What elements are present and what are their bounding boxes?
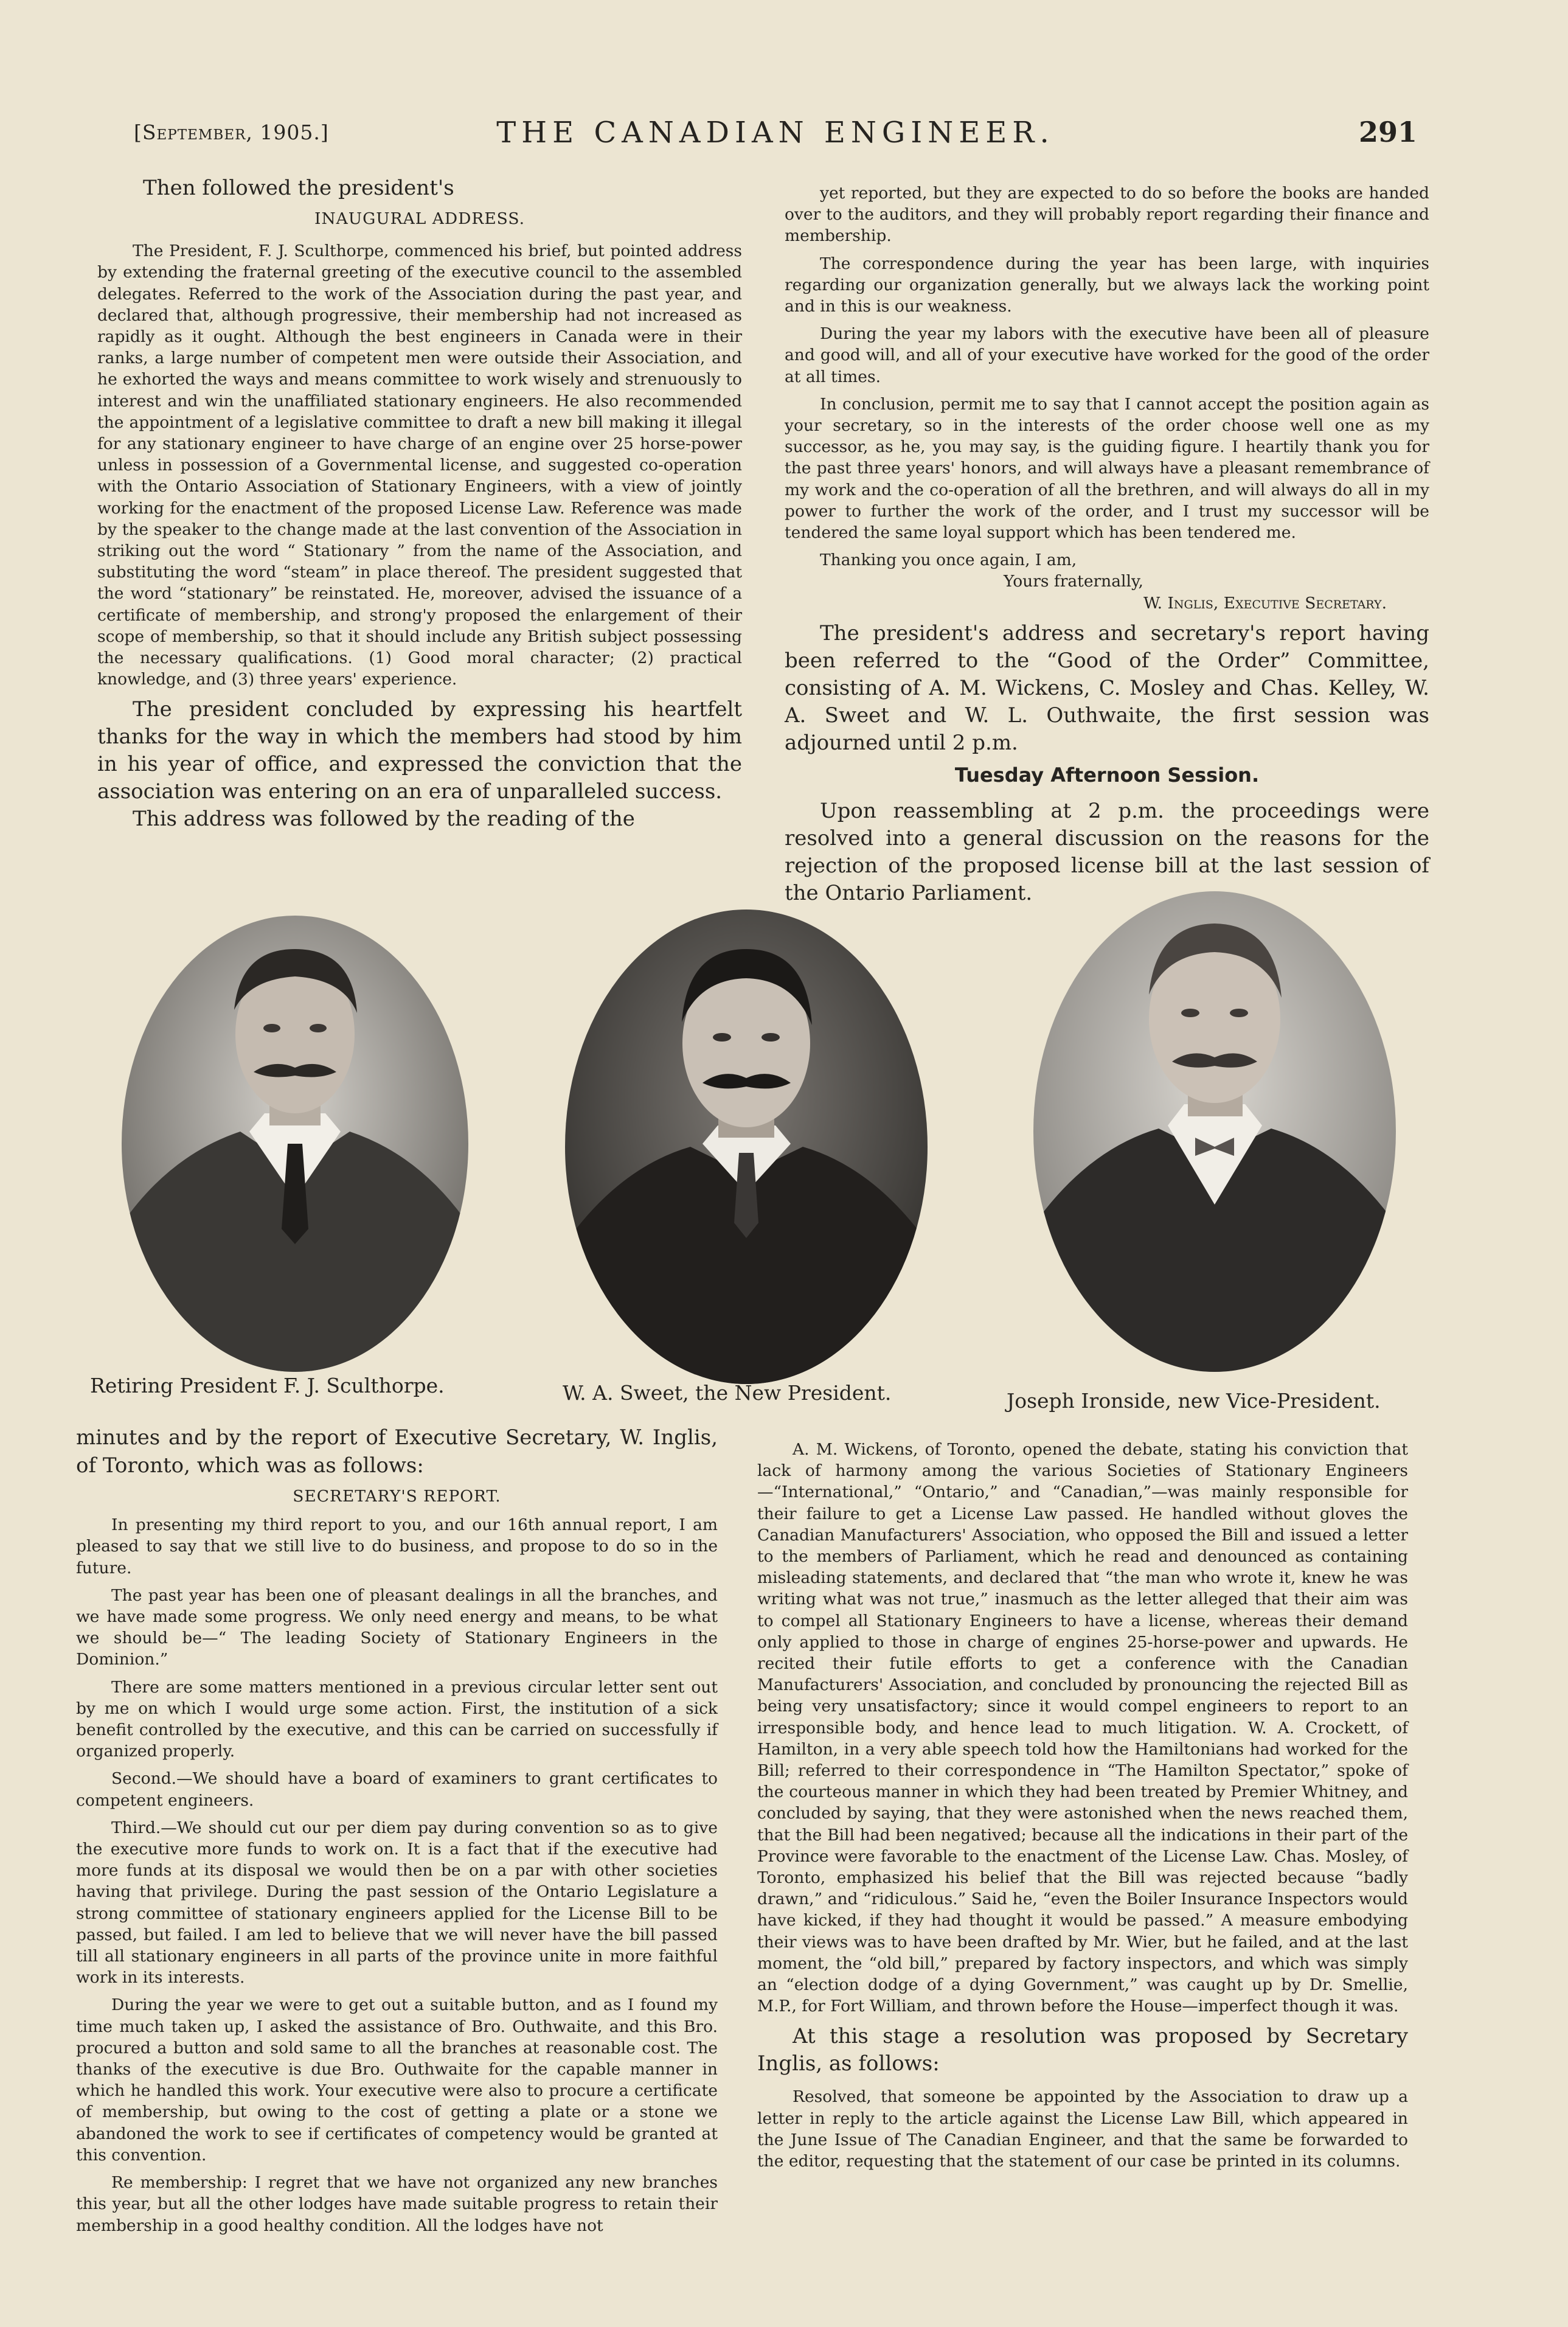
- paragraph: In presenting my third report to you, and our 16th annual report, I am pleased to say that we still live to do business, and propose to do so in the future.: [76, 1515, 718, 1577]
- paragraph: Second.—We should have a board of examiners to grant certificates to competent engineers.: [76, 1769, 718, 1810]
- signature-line: Yours fraternally,: [1004, 572, 1143, 591]
- caption-sweet: W. A. Sweet, the New President.: [563, 1381, 892, 1405]
- page-number: 291: [1358, 116, 1417, 148]
- paragraph: The president concluded by expressing his heartfelt thanks for the way in which the members had stood by him in his year of office, and expressed the conviction that the association was entering on an era of unparalleled success.: [97, 697, 742, 804]
- large-type-block: [757, 2023, 1408, 2078]
- portrait-ironside: [1031, 888, 1399, 1375]
- right-top-column: [785, 183, 1429, 907]
- signature-name: W. Inglis, Executive Secretary.: [1143, 593, 1387, 613]
- paragraph: Re membership: I regret that we have not organized any new branches this year, but all the other lodges have made suitable progress to retain their membership in a good healthy condition. All the lodges have not: [76, 2173, 718, 2235]
- paragraph: Third.—We should cut our per diem pay during convention so as to give the executive more funds to work on. It is a fact that if the executive had more funds at its disposal we would then be on a par with other societies having that privilege. During the past session of the Ontario Legislature a strong committee of stationary engineers applied for the License Bill to be passed, but failed. I am led to believe that we will never have the bill passed till all stationary engineers in all parts of the province unite in more faithful work in its interests.: [76, 1818, 718, 1988]
- paragraph: At this stage a resolution was proposed by Secretary Inglis, as follows:: [757, 2024, 1408, 2076]
- paragraph: During the year we were to get out a suitable button, and as I found my time much taken up, I asked the assistance of Bro. Outhwaite, and this Bro. procured a button and sold same to all the branches at reasonable cost. The thanks of the executive is due Bro. Outhwaite for the capable manner in which he handled this work. Your executive were also to procure a certificate of membership, but owing to the cost of getting a plate or a stone we abandoned the work to see if certificates of competency would be granted at this convention.: [76, 1995, 718, 2165]
- paragraph: yet reported, but they are expected to do so before the books are handed over to the auditors, and they will probably report regarding their finance and membership.: [785, 184, 1429, 246]
- secretary-report-heading: SECRETARY'S REPORT.: [293, 1487, 501, 1506]
- afternoon-session-heading: Tuesday Afternoon Session.: [954, 763, 1260, 787]
- left-top-column: [97, 174, 742, 833]
- portrait-sweet: [563, 906, 931, 1387]
- paragraph: Thanking you once again, I am,: [820, 551, 1077, 570]
- journal-title: THE CANADIAN ENGINEER.: [496, 116, 1055, 150]
- caption-ironside: Joseph Ironside, new Vice-President.: [1007, 1389, 1381, 1413]
- portrait-row: [90, 888, 1435, 1424]
- paragraph: The President, F. J. Sculthorpe, commenced his brief, but pointed address by extending the fraternal greeting of the executive council to the assembled delegates. Referred to the work of the Association during the past year, and declared that, although progressive, their membership had not increased as rapidly as it ought. Although the best engineers in Canada were in their ranks, a large number of competent men were outside their Association, and he exhorted the ways and means committee to work wisely and strenuously to interest and win the unaffiliated stationary engineers. He also recommended the appointment of a legislative committee to draft a new bill making it illegal for any stationary engineer to have charge of an engine over 25 horse-power unless in possession of a Governmental license, and suggested co-operation with the Ontario Association of Stationary Engineers, with a view of jointly working for the enactment of the proposed License Law. Reference was made by the speaker to the change made at the last convention of the Association in striking out the word “ Stationary ” from the name of the Association, and substituting the word “steam” in place thereof. The president suggested that the word “stationary” be reinstated. He, moreover, advised the issuance of a certificate of membership, and strong'y proposed the enlargement of their scope of membership, so that it should include any British subject possessing the necessary qualifications. (1) Good moral character; (2) practical knowledge, and (3) three years' experience.: [97, 242, 742, 689]
- paragraph: Upon reassembling at 2 p.m. the proceedings were resolved into a general discussion on the reasons for the rejection of the proposed license bill at the last session of the Ontario Parliament.: [785, 798, 1429, 905]
- issue-date: [September, 1905.]: [134, 120, 329, 144]
- running-head: [134, 116, 1417, 158]
- paragraph: The past year has been one of pleasant dealings in all the branches, and we have made some progress. We only need energy and means, to be what we should be—“ The leading Society of Stationary Engineers in the Dominion.”: [76, 1585, 718, 1669]
- caption-sculthorpe: Retiring President F. J. Sculthorpe.: [90, 1374, 445, 1397]
- paragraph: A. M. Wickens, of Toronto, opened the debate, stating his conviction that lack of harmony among the various Societies of Stationary Engineers—“International,” “Ontario,” and “Canadian,”—was mainly responsible for their failure to get a License Law passed. He handled without gloves the Canadian Manufacturers' Association, who opposed the Bill and issued a letter to the members of Parliament, which he read and denounced as containing misleading statements, and declared that “the man who wrote it, knew he was writing what was not true,” inasmuch as the letter alleged that their aim was to compel all Stationary Engineers to have a license, whereas their demand only applied to those in charge of engines 25-horse-power and upwards. He recited their futile efforts to get a conference with the Canadian Manufacturers' Association, and concluded by pronouncing the rejected Bill as being very unsatisfactory; since it would compel engineers to report to an irresponsible body, and hence lead to much litigation. W. A. Crockett, of Hamilton, in a very able speech told how the Hamiltonians had worked for the Bill; referred to their correspondence in “The Hamilton Spectator,” spoke of the courteous manner in which they had been treated by Premier Whitney, and concluded by saying, that they were astonished when the news reached them, that the Bill had been negatived; because all the indications in their part of the Province were favorable to the enactment of the License Law. Chas. Mosley, of Toronto, emphasized his belief that the Bill was rejected because “badly drawn,” and “ridiculous.” Said he, “even the Boiler Insurance Inspectors would have kicked, if they had thought it would be passed.” A measure embodying their views was to have been drafted by Mr. Wier, but he failed, and at the last moment, the “old bill,” prepared by factory inspectors, and which was simply an “election dodge of a dying Government,” was caught up by Dr. Smellie, M.P., for Fort William, and thrown before the House—imperfect though it was.: [757, 1440, 1408, 2016]
- resolution-paragraph: Resolved, that someone be appointed by the Association to draw up a letter in reply to the article against the License Law Bill, which appeared in the June Issue of The Canadian Engineer, and that the same be forwarded to the editor, requesting that the statement of our case be printed in its columns.: [757, 2087, 1408, 2171]
- paragraph: The president's address and secretary's report having been referred to the “Good of the Order” Committee, consisting of A. M. Wickens, C. Mosley and Chas. Kelley, W. A. Sweet and W. L. Outhwaite, the first session was adjourned until 2 p.m.: [785, 621, 1429, 755]
- inaugural-address-heading: INAUGURAL ADDRESS.: [314, 209, 525, 228]
- large-type-block: [785, 620, 1429, 907]
- paragraph: In conclusion, permit me to say that I cannot accept the position again as your secretary, so in the interests of the order choose well one as my successor, as he, you may say, is the guiding figure. I heartily thank you for the past three years' honors, and will always have a pleasant remembrance of my work and the co-operation of all the brethren, and will always do all in my power to further the work of the order, and I trust my successor will be tendered the same loyal support which has been tendered me.: [785, 394, 1429, 543]
- paragraph: The correspondence during the year has been large, with inquiries regarding our organization generally, but we always lack the working point and in this is our weakness.: [785, 254, 1429, 316]
- large-type-block: [97, 696, 742, 833]
- portrait-sculthorpe: [119, 913, 471, 1375]
- left-bottom-column: [76, 1424, 718, 2242]
- right-bottom-column: [757, 1439, 1408, 2178]
- lead-paragraph: minutes and by the report of Executive Secretary, W. Inglis, of Toronto, which was as follows:: [76, 1425, 718, 1478]
- paragraph: This address was followed by the reading of the: [133, 807, 635, 832]
- paragraph: There are some matters mentioned in a previous circular letter sent out by me on which I would urge some action. First, the institution of a sick benefit controlled by the executive, and this can be carried on successfully if organized properly.: [76, 1677, 718, 1761]
- lead-line: Then followed the president's: [143, 176, 454, 200]
- paragraph: During the year my labors with the executive have been all of pleasure and good will, and all of your executive have worked for the good of the order at all times.: [785, 324, 1429, 386]
